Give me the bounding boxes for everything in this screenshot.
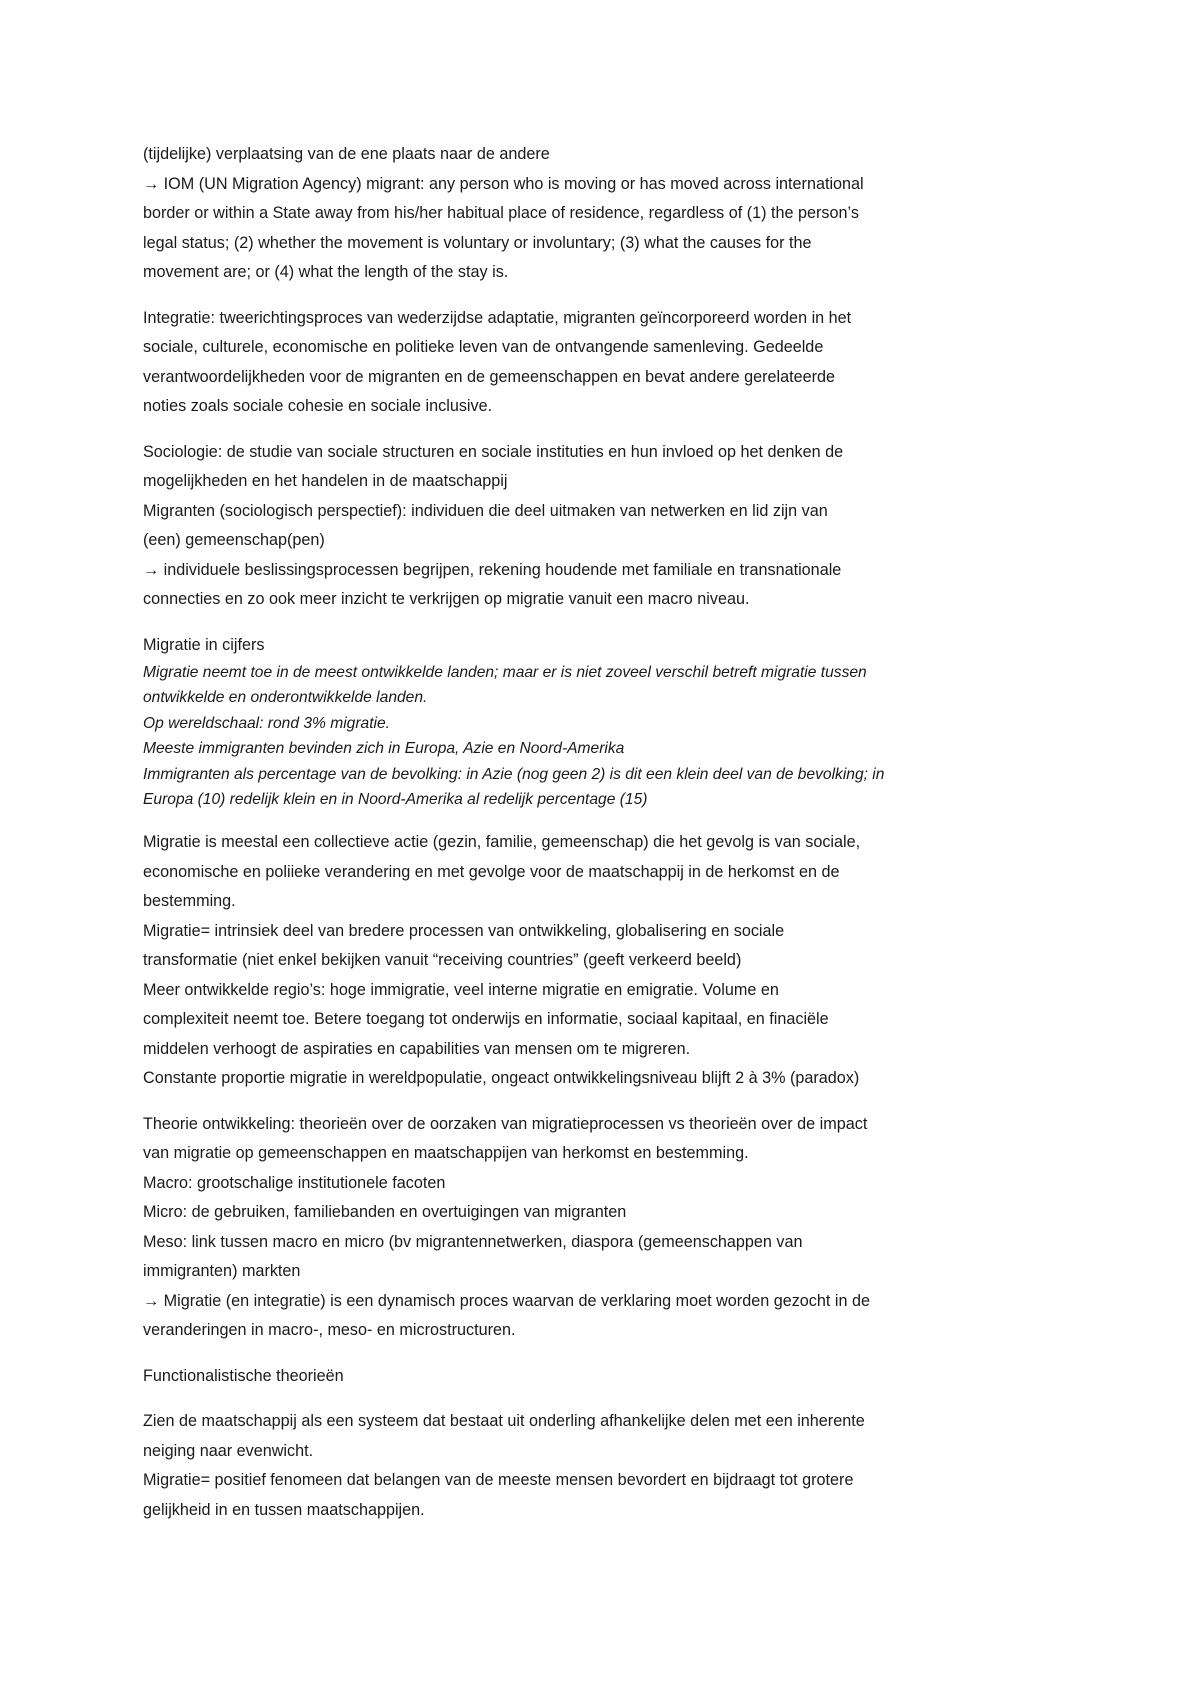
text-line: Constante proportie migratie in wereldpopulatie, ongeact ontwikkelingsniveau blijft 2 à 3% (paradox) [143,1069,860,1088]
text-line: Meeste immigranten bevinden zich in Europa, Azie en Noord-Amerika [143,740,625,758]
text-line: Integratie: tweerichtingsproces van wederzijdse adaptatie, migranten geïncorporeerd worden in het [143,308,852,327]
text-line: Macro: grootschalige institutionele facoten [143,1173,446,1192]
document-page [143,140,1073,1541]
text-line: Theorie ontwikkeling: theorieën over de oorzaken van migratieprocessen vs theorieën over de impact [143,1114,868,1133]
text-line: Migratie neemt toe in de meest ontwikkelde landen; maar er is niet zoveel verschil betreft migratie tussen [143,664,867,681]
text-line: van migratie op gemeenschappen en maatschappijen van herkomst en bestemming. [143,1144,749,1163]
text-line: (tijdelijke) verplaatsing van de ene plaats naar de andere [143,145,550,163]
text-line: economische en poliieke verandering en met gevolge voor de maatschappij in de herkomst en de [143,862,840,881]
text-line: Op wereldschaal: rond 3% migratie. [143,714,391,732]
paragraph-theorie-ontwikkeling [143,1110,1073,1346]
text-line: noties zoals sociale cohesie en sociale inclusive. [143,397,493,415]
text-line: bestemming. [143,892,236,911]
paragraph-migrant-definition [143,140,1073,288]
paragraph-functionalistische-body [143,1407,1073,1525]
text-line: Micro: de gebruiken, familiebanden en overtuigingen van migranten [143,1203,627,1222]
text-line: Europa (10) redelijk klein en in Noord-Amerika al redelijk percentage (15) [143,791,648,809]
paragraph-migratie-in-cijfers [143,631,1073,813]
text-line: movement are; or (4) what the length of the stay is. [143,263,509,281]
section-heading: Migratie in cijfers [143,635,265,654]
text-line: veranderingen in macro-, meso- en microstructuren. [143,1321,516,1340]
paragraph-functionalistische-heading [143,1362,1073,1392]
text-line: mogelijkheden en het handelen in de maatschappij [143,472,508,490]
text-line: → Migratie (en integratie) is een dynamisch proces waarvan de verklaring moet worden gezocht in de [143,1291,870,1310]
text-line: verantwoordelijkheden voor de migranten en de gemeenschappen en bevat andere gerelateerde [143,367,836,386]
text-line: Meer ontwikkelde regio’s: hoge immigratie, veel interne migratie en emigratie. Volume en [143,980,779,999]
section-heading: Functionalistische theorieën [143,1366,344,1385]
text-line: neiging naar evenwicht. [143,1441,314,1460]
text-line: Sociologie: de studie van sociale structuren en sociale instituties en hun invloed op het denken de [143,442,844,461]
text-line: middelen verhoogt de aspiraties en capabilities van mensen om te migreren. [143,1039,691,1058]
text-line: complexiteit neemt toe. Betere toegang tot onderwijs en informatie, sociaal kapitaal, en finaciële [143,1010,829,1029]
paragraph-collectieve-actie [143,828,1073,1094]
text-line: ontwikkelde en onderontwikkelde landen. [143,689,428,707]
text-line: legal status; (2) whether the movement is voluntary or involuntary; (3) what the causes for the [143,233,812,252]
text-line: connecties en zo ook meer inzicht te verkrijgen op migratie vanuit een macro niveau. [143,590,750,608]
paragraph-integratie [143,304,1073,422]
text-line: transformatie (niet enkel bekijken vanuit “receiving countries” (geeft verkeerd beeld) [143,951,742,970]
text-line: Immigranten als percentage van de bevolking: in Azie (nog geen 2) is dit een klein deel van de bevolking; in [143,765,885,783]
text-line: Migratie= positief fenomeen dat belangen van de meeste mensen bevordert en bijdraagt tot grotere [143,1471,854,1490]
text-line: sociale, culturele, economische en politieke leven van de ontvangende samenleving. Gedeelde [143,338,824,356]
text-line: Migratie is meestal een collectieve actie (gezin, familie, gemeenschap) die het gevolg is van sociale, [143,833,861,852]
text-line: → IOM (UN Migration Agency) migrant: any person who is moving or has moved across international [143,174,864,193]
text-line: Migratie= intrinsiek deel van bredere processen van ontwikkeling, globalisering en sociale [143,921,785,940]
text-line: Zien de maatschappij als een systeem dat bestaat uit onderling afhankelijke delen met een inherente [143,1412,865,1431]
text-line: immigranten) markten [143,1262,301,1281]
text-line: (een) gemeenschap(pen) [143,531,325,549]
paragraph-sociologie [143,438,1073,615]
text-line: border or within a State away from his/her habitual place of residence, regardless of (1) the person’s [143,204,859,222]
text-line: → individuele beslissingsprocessen begrijpen, rekening houdende met familiale en transnationale [143,560,842,579]
text-line: Migranten (sociologisch perspectief): individuen die deel uitmaken van netwerken en lid zijn van [143,501,828,520]
text-line: Meso: link tussen macro en micro (bv migrantennetwerken, diaspora (gemeenschappen van [143,1232,803,1251]
text-line: gelijkheid in en tussen maatschappijen. [143,1500,425,1519]
